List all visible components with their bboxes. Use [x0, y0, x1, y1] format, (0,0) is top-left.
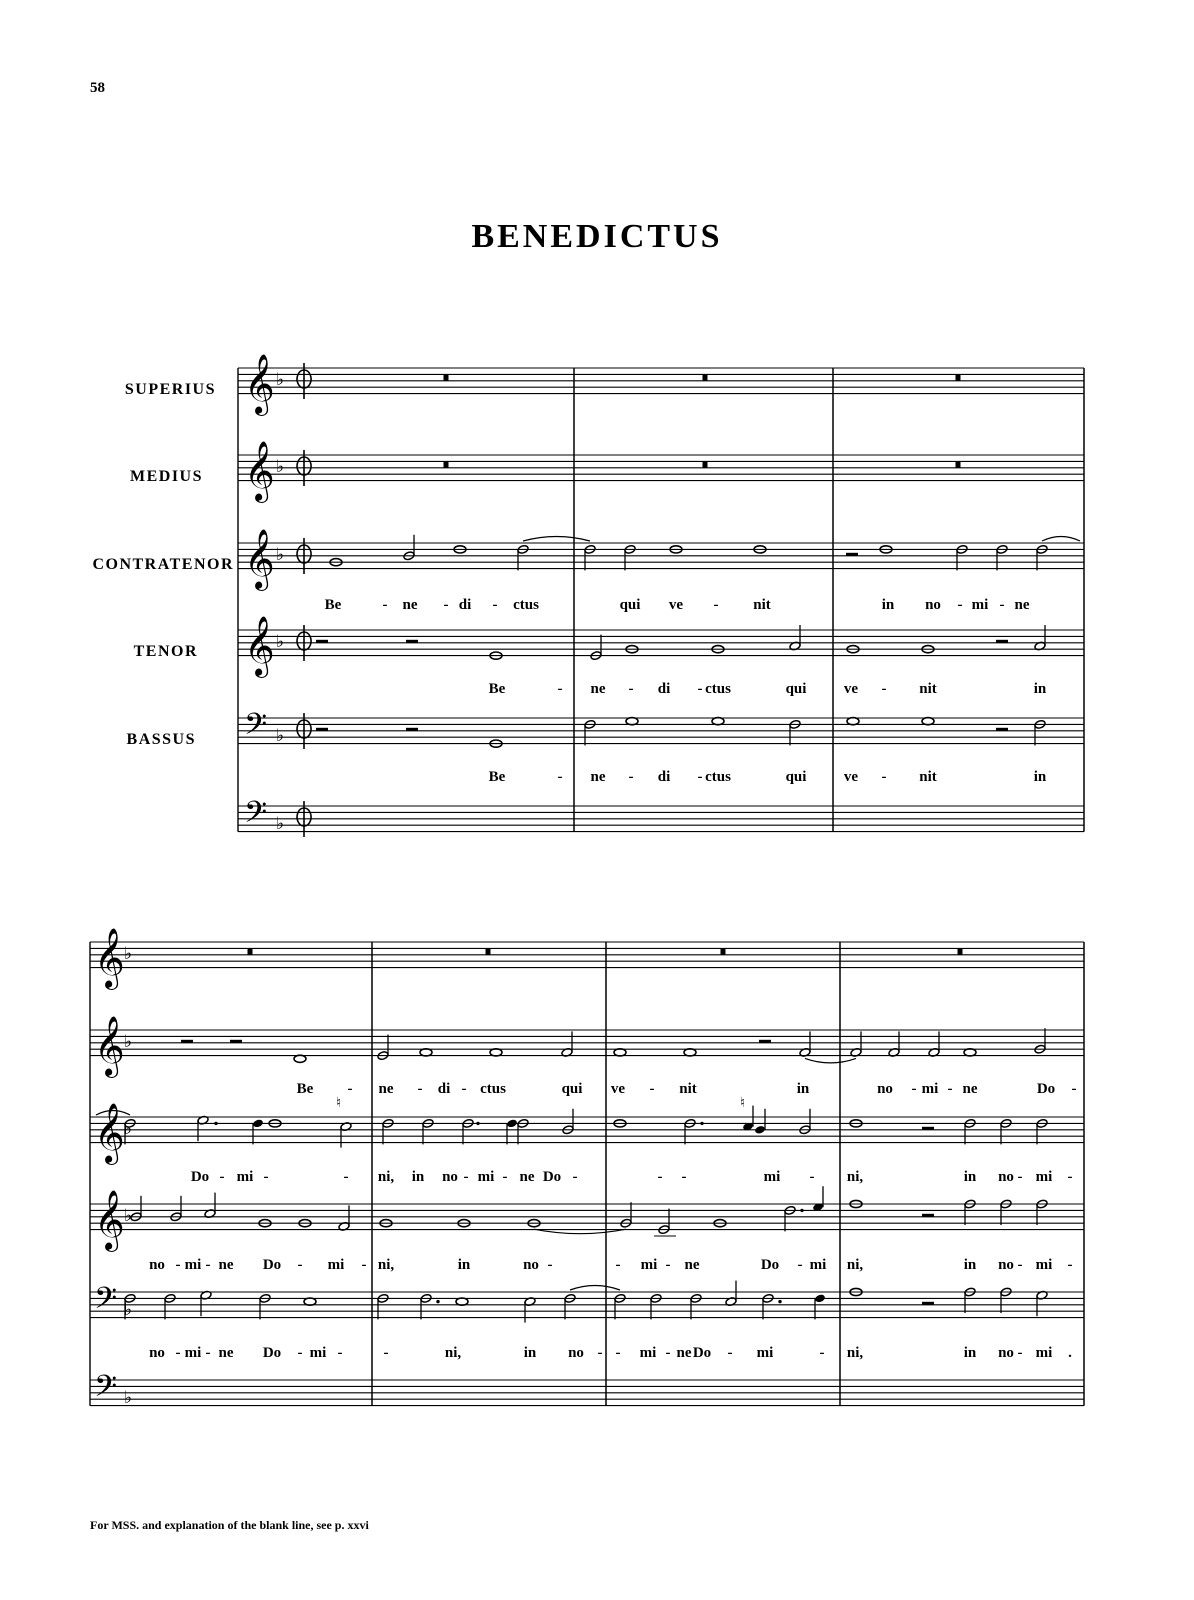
lyric-syllable: Be	[488, 681, 506, 697]
rest	[316, 640, 328, 643]
system-2	[90, 928, 1084, 1411]
clef-staff-bassus: 𝄢	[244, 708, 268, 749]
lyric-syllable: -	[657, 1169, 663, 1185]
lyrics-contratenor	[325, 597, 1030, 613]
lyric-syllable: mi	[184, 1257, 202, 1273]
lyric-syllable: ne	[590, 681, 606, 697]
lyric-syllable: ne	[590, 769, 606, 785]
lyric-syllable: -	[572, 1169, 578, 1185]
lyric-syllable: -	[727, 1345, 733, 1361]
note	[1000, 1287, 1012, 1313]
lyric-syllable: ctus	[513, 597, 539, 613]
note	[650, 1293, 662, 1319]
lyric-syllable: in	[963, 1257, 977, 1273]
staff-tenor-2	[90, 1190, 1084, 1252]
lyric-syllable: mi	[971, 597, 989, 613]
lyric-syllable: Be	[324, 597, 342, 613]
rest-bar	[703, 461, 708, 467]
lyric-syllable: -	[957, 597, 963, 613]
lyric-syllable: -	[347, 1081, 353, 1097]
note	[684, 1049, 696, 1056]
note	[784, 1205, 796, 1231]
rest	[996, 640, 1008, 643]
note	[252, 1118, 264, 1144]
lyric-syllable: -	[797, 1257, 803, 1273]
lyric-syllable: ne	[378, 1081, 394, 1097]
lyric-syllable: no	[998, 1257, 1014, 1273]
lyric-syllable: mi	[1035, 1257, 1053, 1273]
note	[382, 1118, 394, 1144]
rest	[846, 553, 858, 556]
rest	[406, 728, 418, 731]
voice-label-medius: MEDIUS	[129, 468, 203, 485]
lyric-syllable: -	[1017, 1257, 1023, 1273]
note	[712, 718, 724, 725]
note	[584, 719, 596, 745]
voice-label-tenor: TENOR	[133, 643, 198, 660]
lyric-syllable: -	[681, 1169, 687, 1185]
note	[197, 1115, 209, 1141]
key-signature-staff-medius: ♭	[276, 456, 285, 477]
staff-blank	[238, 796, 1084, 837]
lyric-syllable: mi	[1035, 1345, 1053, 1361]
lyric-syllable: ni,	[377, 1169, 395, 1185]
note	[517, 1118, 529, 1144]
rest	[922, 1302, 934, 1305]
note	[1000, 1199, 1012, 1225]
rest	[922, 1127, 934, 1130]
note	[789, 719, 801, 745]
lyric-syllable: no	[568, 1345, 584, 1361]
lyric-syllable: di	[437, 1081, 451, 1097]
lyric-syllable: qui	[785, 769, 807, 785]
key-signature-staff-tenor: ♭	[276, 631, 285, 652]
note	[754, 1109, 766, 1135]
lyric-syllable: -	[463, 1169, 469, 1185]
lyric-syllable: -	[1067, 1169, 1073, 1185]
lyric-syllable: -	[628, 769, 634, 785]
lyric-syllable: mi	[477, 1169, 495, 1185]
lyric-syllable: nit	[679, 1081, 697, 1097]
lyric-syllable: in	[963, 1169, 977, 1185]
clef-staff-tenor-2: 𝄞	[94, 1190, 125, 1250]
lyric-syllable: -	[881, 681, 887, 697]
lyric-syllable: -	[665, 1345, 671, 1361]
lyric-syllable: mi	[921, 1081, 939, 1097]
lyric-syllable: mi	[236, 1169, 254, 1185]
lyric-syllable: ni,	[846, 1345, 864, 1361]
clef-staff-superius: 𝄞	[244, 354, 275, 414]
staff-medius-2	[90, 1016, 1084, 1078]
lyric-syllable: -	[1071, 1081, 1077, 1097]
lyric-syllable: -	[615, 1345, 621, 1361]
lyric-syllable: -	[809, 1169, 815, 1185]
lyric-syllable: Do	[542, 1169, 562, 1185]
lyric-syllable: ne	[684, 1257, 700, 1273]
note	[590, 635, 602, 661]
rest	[996, 728, 1008, 731]
lyric-syllable: -	[263, 1169, 269, 1185]
staff-bassus	[238, 708, 1084, 749]
note	[922, 718, 934, 725]
key-signature-staff-medius-2: ♭	[124, 1031, 133, 1052]
lyric-syllable: ctus	[480, 1081, 506, 1097]
note	[170, 1196, 182, 1222]
lyric-syllable: -	[713, 597, 719, 613]
lyric-syllable: Do	[1036, 1081, 1056, 1097]
natural-sign: ♮	[740, 1095, 746, 1111]
note	[420, 1049, 432, 1056]
rest-bar	[444, 461, 449, 467]
lyric-syllable: -	[697, 769, 703, 785]
lyric-syllable: mi	[309, 1345, 327, 1361]
lyric-syllable: no	[998, 1169, 1014, 1185]
note	[928, 1031, 940, 1057]
lyric-syllable: in	[523, 1345, 537, 1361]
rest	[922, 1214, 934, 1217]
note	[304, 1298, 316, 1305]
lyric-syllable: -	[1067, 1257, 1073, 1273]
lyric-syllable: -	[649, 1081, 655, 1097]
note	[690, 1293, 702, 1319]
staff-blank-2	[90, 1370, 1084, 1411]
note	[462, 1118, 474, 1144]
note	[490, 1049, 502, 1056]
lyric-syllable: ne	[519, 1169, 535, 1185]
lyric-syllable: -	[382, 597, 388, 613]
rest-bar	[956, 374, 961, 380]
lyric-syllable: ve	[843, 769, 859, 785]
rest-bar	[958, 948, 963, 954]
clef-staff-superius-2: 𝄞	[94, 928, 125, 988]
note	[204, 1193, 216, 1219]
lyric-syllable: ne	[962, 1081, 978, 1097]
lyric-syllable: no	[442, 1169, 458, 1185]
lyric-syllable: -	[547, 1257, 553, 1273]
note	[847, 718, 859, 725]
clef-staff-contratenor-2: 𝄞	[94, 1103, 125, 1163]
lyric-syllable: qui	[785, 681, 807, 697]
note	[294, 1055, 306, 1062]
lyric-syllable: -	[557, 681, 563, 697]
note	[456, 1298, 468, 1305]
lyric-syllable: -	[297, 1257, 303, 1273]
clef-staff-blank-2: 𝄢	[94, 1370, 118, 1411]
note	[789, 625, 801, 651]
lyric-syllable: qui	[561, 1081, 583, 1097]
lyrics-tenor	[489, 681, 1047, 697]
lyric-syllable: -	[1017, 1345, 1023, 1361]
lyric-syllable: ve	[610, 1081, 626, 1097]
lyric-syllable: no	[149, 1345, 165, 1361]
note	[561, 1031, 573, 1057]
lyric-syllable: -	[628, 681, 634, 697]
lyric-syllable: no	[877, 1081, 893, 1097]
key-signature-staff-blank: ♭	[276, 814, 285, 835]
staff-superius-2	[90, 928, 1084, 990]
voice-label-superius: SUPERIUS	[124, 381, 216, 398]
lyric-syllable: no	[149, 1257, 165, 1273]
lyric-syllable: ni,	[444, 1345, 462, 1361]
lyrics-bassus-2	[149, 1345, 1072, 1361]
note	[506, 1118, 518, 1144]
note	[338, 1205, 350, 1231]
note	[812, 1186, 824, 1212]
lyric-syllable: ne	[676, 1345, 692, 1361]
lyric-syllable: -	[597, 1345, 603, 1361]
note	[888, 1031, 900, 1057]
key-signature-staff-superius-2: ♭	[124, 943, 133, 964]
key-signature-staff-bassus: ♭	[276, 726, 285, 747]
key-signature-staff-superius: ♭	[276, 369, 285, 390]
rest-bar	[486, 948, 491, 954]
lyric-syllable: -	[819, 1345, 825, 1361]
note	[725, 1281, 737, 1307]
lyric-syllable: in	[457, 1257, 471, 1273]
staff-bassus-2	[90, 1282, 1084, 1323]
lyric-syllable: mi	[809, 1257, 827, 1273]
lyric-syllable: Do	[692, 1345, 712, 1361]
lyric-syllable: -	[492, 597, 498, 613]
rest	[406, 640, 418, 643]
natural-sign: ♮	[336, 1095, 342, 1111]
lyric-syllable: ne	[1014, 597, 1030, 613]
lyric-syllable: ctus	[705, 769, 731, 785]
note	[964, 1049, 976, 1056]
lyric-syllable: ctus	[705, 681, 731, 697]
lyric-syllable: Do	[190, 1169, 210, 1185]
lyric-syllable: mi	[639, 1345, 657, 1361]
staff-superius	[238, 354, 1084, 416]
lyric-syllable: -	[219, 1169, 225, 1185]
rest-bar	[703, 374, 708, 380]
lyric-syllable: qui	[619, 597, 641, 613]
lyric-syllable: mi	[756, 1345, 774, 1361]
rest	[759, 1040, 771, 1043]
note	[377, 1293, 389, 1319]
lyric-syllable: -	[205, 1345, 211, 1361]
lyric-syllable: in	[881, 597, 895, 613]
lyric-syllable: ne	[402, 597, 418, 613]
footnote: For MSS. and explanation of the blank line, see p. xxvi	[90, 1518, 369, 1532]
lyric-syllable: -	[502, 1169, 508, 1185]
staff-contratenor-2	[90, 1103, 1084, 1165]
lyric-syllable: ni,	[846, 1257, 864, 1273]
rest-bar	[956, 461, 961, 467]
note	[562, 1109, 574, 1135]
lyric-syllable: ve	[668, 597, 684, 613]
rest	[181, 1040, 193, 1043]
note	[517, 544, 529, 570]
lyric-syllable: -	[911, 1081, 917, 1097]
lyric-syllable: mi	[763, 1169, 781, 1185]
clef-staff-tenor: 𝄞	[244, 616, 275, 676]
note	[1036, 1290, 1048, 1316]
note	[850, 1031, 862, 1057]
lyric-syllable: mi	[184, 1345, 202, 1361]
key-signature-staff-blank-2: ♭	[124, 1388, 133, 1409]
lyric-syllable: nit	[919, 769, 937, 785]
staff-tenor	[238, 616, 1084, 678]
lyric-syllable: -	[443, 597, 449, 613]
lyric-syllable: Do	[262, 1345, 282, 1361]
lyric-syllable: -	[297, 1345, 303, 1361]
staff-medius	[238, 441, 1084, 503]
key-signature-staff-contratenor: ♭	[276, 544, 285, 565]
lyric-syllable: Be	[296, 1081, 314, 1097]
note	[1034, 1028, 1046, 1054]
lyrics-tenor-2	[149, 1257, 1072, 1273]
lyric-syllable: in	[1033, 681, 1047, 697]
note	[964, 1199, 976, 1225]
lyric-syllable: Do	[262, 1257, 282, 1273]
key-signature-staff-contratenor-2: ♭	[124, 1118, 133, 1139]
lyric-syllable: in	[796, 1081, 810, 1097]
lyric-syllable: mi	[640, 1257, 658, 1273]
clef-staff-medius: 𝄞	[244, 441, 275, 501]
note	[624, 544, 636, 570]
lyrics-bassus	[489, 769, 1047, 785]
lyric-syllable: in	[411, 1169, 425, 1185]
lyrics-medius-2	[297, 1081, 1077, 1097]
lyric-syllable: ni,	[846, 1169, 864, 1185]
note	[620, 1202, 632, 1228]
note	[814, 1293, 826, 1319]
note	[422, 1118, 434, 1144]
lyric-syllable: no	[523, 1257, 539, 1273]
note	[403, 535, 415, 561]
lyric-syllable: -	[999, 597, 1005, 613]
voice-label-contratenor: CONTRATENOR	[92, 556, 234, 573]
piece-title: BENEDICTUS	[471, 218, 723, 255]
lyric-syllable: mi	[327, 1257, 345, 1273]
rest-bar	[721, 948, 726, 954]
clef-staff-blank: 𝄢	[244, 796, 268, 837]
lyric-syllable: ne	[218, 1345, 234, 1361]
lyric-syllable: -	[615, 1257, 621, 1273]
note	[1034, 719, 1046, 745]
note	[200, 1290, 212, 1316]
key-signature-staff-tenor-2: ♭	[124, 1205, 133, 1226]
note	[524, 1297, 536, 1323]
rest-bar	[444, 374, 449, 380]
rest	[230, 1040, 242, 1043]
lyric-syllable: -	[461, 1081, 467, 1097]
note	[164, 1293, 176, 1319]
note	[626, 718, 638, 725]
note	[996, 544, 1008, 570]
lyric-syllable: di	[458, 597, 472, 613]
lyric-syllable: -	[205, 1257, 211, 1273]
lyric-syllable: -	[947, 1081, 953, 1097]
note	[658, 1209, 670, 1235]
lyric-syllable: no	[925, 597, 941, 613]
note	[1036, 544, 1048, 570]
key-signature-staff-bassus-2: ♭	[124, 1300, 133, 1321]
lyric-syllable: nit	[919, 681, 937, 697]
rest	[316, 728, 328, 731]
lyric-syllable: nit	[753, 597, 771, 613]
lyric-syllable: ne	[218, 1257, 234, 1273]
note	[1000, 1118, 1012, 1144]
note	[1036, 1118, 1048, 1144]
lyric-syllable: .	[1068, 1345, 1072, 1361]
note	[964, 1287, 976, 1313]
lyric-syllable: -	[697, 681, 703, 697]
lyric-syllable: di	[657, 769, 671, 785]
note	[956, 544, 968, 570]
note	[584, 544, 596, 570]
lyric-syllable: -	[881, 769, 887, 785]
clef-staff-medius-2: 𝄞	[94, 1016, 125, 1076]
rest-bar	[248, 948, 253, 954]
note	[420, 1293, 432, 1319]
clef-staff-contratenor: 𝄞	[244, 529, 275, 589]
lyric-syllable: -	[175, 1257, 181, 1273]
lyric-syllable: di	[657, 681, 671, 697]
lyric-syllable: -	[417, 1081, 423, 1097]
page-number: 58	[90, 80, 105, 96]
clef-staff-bassus-2: 𝄢	[94, 1282, 118, 1323]
note	[340, 1122, 352, 1148]
lyric-syllable: -	[361, 1257, 367, 1273]
lyric-syllable: mi	[1035, 1169, 1053, 1185]
lyric-syllable: -	[343, 1169, 349, 1185]
note	[964, 1118, 976, 1144]
lyric-syllable: -	[665, 1257, 671, 1273]
lyric-syllable: ve	[843, 681, 859, 697]
note	[614, 1049, 626, 1056]
lyric-syllable: in	[1033, 769, 1047, 785]
lyric-syllable: in	[963, 1345, 977, 1361]
note	[799, 1109, 811, 1135]
note	[1036, 1199, 1048, 1225]
lyric-syllable: no	[998, 1345, 1014, 1361]
lyric-syllable: -	[557, 769, 563, 785]
note	[564, 1293, 576, 1319]
lyric-syllable: -	[1017, 1169, 1023, 1185]
note	[762, 1293, 774, 1319]
voice-label-bassus: BASSUS	[126, 731, 196, 748]
lyric-syllable: -	[175, 1345, 181, 1361]
lyric-syllable: Do	[760, 1257, 780, 1273]
note	[614, 1293, 626, 1319]
lyrics-contratenor-2	[191, 1169, 1073, 1185]
system-1	[238, 354, 1084, 837]
note	[684, 1118, 696, 1144]
lyric-syllable: ni,	[377, 1257, 395, 1273]
lyric-syllable: -	[383, 1345, 389, 1361]
note	[259, 1293, 271, 1319]
note	[799, 1031, 811, 1057]
note	[1034, 625, 1046, 651]
lyric-syllable: Be	[488, 769, 506, 785]
note	[377, 1035, 389, 1061]
lyric-syllable: -	[337, 1345, 343, 1361]
